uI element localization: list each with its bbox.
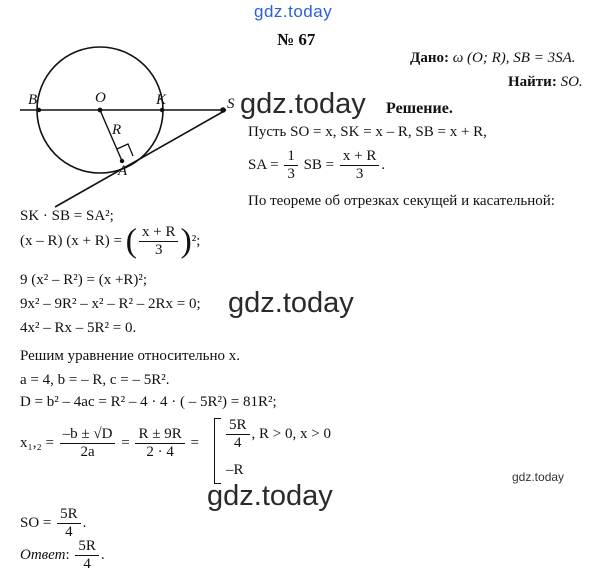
given-label: Дано: [410, 50, 444, 66]
label-b: B: [28, 92, 38, 108]
watermark-small: gdz.today: [512, 470, 565, 484]
so-lhs: SO =: [20, 514, 52, 531]
label-s: S: [227, 96, 235, 112]
answer-line: Ответ: $\frac{5R}{4}$ .: [20, 538, 105, 572]
coef-line: a = 4, b = – R, c = – 5R².: [20, 372, 170, 388]
root1-frac: $\frac{5R}{4}$: [226, 417, 250, 452]
point-s: [220, 107, 226, 113]
roots-bracket: [214, 418, 221, 484]
roots-lhs: x₁,₂ =: [20, 434, 54, 451]
answer-label: Ответ: [20, 546, 66, 563]
eq5: 4x² – Rx – 5R² = 0.: [20, 320, 137, 336]
eq2-lhs: (x – R) (x + R) =: [20, 232, 122, 249]
eq2-tail: ²;: [191, 232, 201, 249]
roots-frac1: $\frac{-b \pm √D}{2a}$: [60, 426, 116, 461]
sa-line: SA = $\frac{1}{3}$ SB = $\frac{x + R}{3}$ .: [248, 148, 386, 182]
so-line: SO = $\frac{5R}{4}$ .: [20, 506, 87, 540]
roots-line: x₁,₂ = $\frac{-b \pm √D}{2a}$ = $\frac{R \pm 9R}{2 \cdot 4}$ =: [20, 426, 199, 460]
find-label: Найти: [508, 74, 552, 90]
label-k: K: [156, 92, 167, 108]
eq3: 9 (x² – R²) = (x +R)²;: [20, 272, 148, 288]
find-text: SO.: [560, 74, 583, 90]
roots-frac2: $\frac{R \pm 9R}{2 \cdot 4}$: [135, 426, 184, 461]
answer-frac: $\frac{5R}{4}$: [75, 538, 99, 573]
solve-line: Решим уравнение относительно x.: [20, 348, 241, 364]
watermark-mid1: gdz.today: [240, 88, 366, 120]
root1: [224, 417, 331, 452]
sa-frac1: $\frac{1}{3}$: [284, 148, 298, 183]
root1-cond: , R > 0, x > 0: [251, 425, 331, 442]
label-a: A: [118, 163, 128, 179]
eq1: SK · SB = SA²;: [20, 208, 114, 224]
eq2-frac: $\frac{x + R}{3}$: [139, 224, 178, 259]
given-line: Дано: ω (O; R), SB = 3SA.: [410, 50, 576, 66]
eq4: 9x² – 9R² – x² – R² – 2Rx = 0;: [20, 296, 201, 312]
point-o: [98, 108, 103, 113]
sa-frac2: $\frac{x + R}{3}$: [340, 148, 379, 183]
tangent-line: [55, 110, 226, 207]
let-line: Пусть SO = x, SK = x – R, SB = x + R,: [248, 124, 487, 140]
label-o: O: [95, 90, 106, 106]
watermark-bottom: gdz.today: [207, 480, 333, 512]
solution-heading: Решение.: [386, 100, 453, 117]
point-b: [37, 108, 41, 112]
disc-line: D = b² – 4ac = R² – 4 · 4 · ( – 5R²) = 81R²;: [20, 394, 277, 410]
theorem-line: По теореме об отрезках секущей и касательной:: [248, 193, 555, 209]
sa-lhs: SA =: [248, 156, 279, 173]
watermark-mid2: gdz.today: [228, 287, 354, 319]
find-line: Найти: SO.: [508, 74, 583, 90]
sa-mid: SB =: [303, 156, 335, 173]
label-r: R: [112, 122, 122, 138]
watermark-top: gdz.today: [254, 2, 333, 21]
so-frac: $\frac{5R}{4}$: [57, 506, 81, 541]
problem-number: № 67: [277, 30, 316, 49]
given-text: ω (O; R), SB = 3SA.: [452, 50, 576, 66]
root2: –R: [226, 462, 244, 478]
eq2: (x – R) (x + R) = ( $\frac{x + R}{3}$ )²;: [20, 222, 201, 260]
